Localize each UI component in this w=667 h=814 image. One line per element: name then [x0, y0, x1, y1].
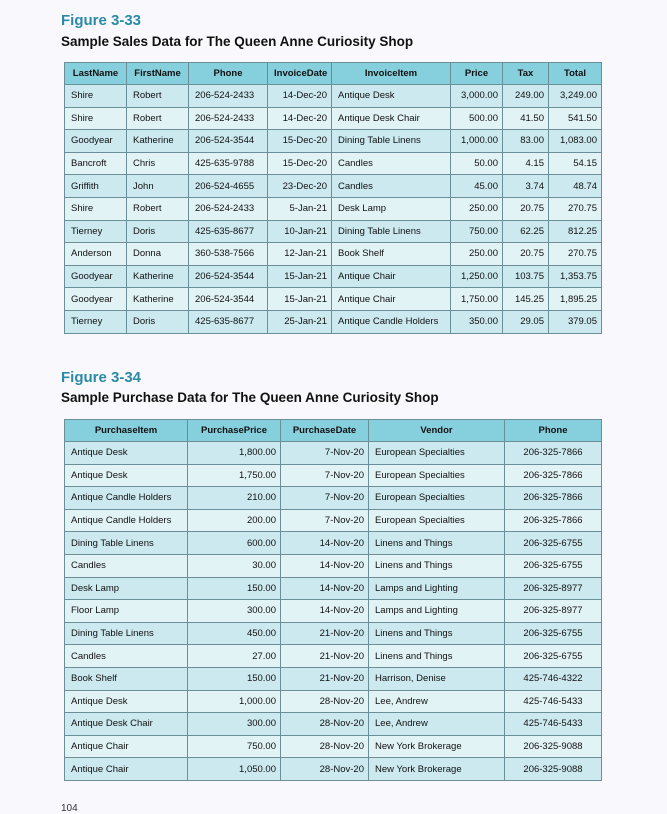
sales-table-row — [65, 243, 602, 266]
purchase-table-cell: Antique Desk — [65, 442, 188, 465]
figure-3-33-label: Figure 3-33 — [61, 12, 142, 29]
purchase-table-row — [65, 487, 602, 510]
purchase-table-cell: 206-325-6755 — [505, 645, 602, 668]
purchase-table-cell: Lamps and Lighting — [369, 577, 505, 600]
sales-table-cell: 206-524-3544 — [189, 130, 268, 153]
sales-table-cell: Antique Desk Chair — [332, 107, 451, 130]
purchase-table-cell: 7-Nov-20 — [281, 487, 369, 510]
sales-table-cell: 270.75 — [549, 197, 602, 220]
purchase-table-cell: 14-Nov-20 — [281, 600, 369, 623]
purchase-table-cell: 21-Nov-20 — [281, 667, 369, 690]
purchase-table-cell: Antique Candle Holders — [65, 509, 188, 532]
sales-table-cell: Katherine — [127, 130, 189, 153]
purchase-table-cell: Desk Lamp — [65, 577, 188, 600]
sales-table-cell: 206-524-2433 — [189, 107, 268, 130]
sales-table-cell: 250.00 — [451, 197, 503, 220]
sales-table-cell: 15-Dec-20 — [268, 130, 332, 153]
figure-3-34-label: Figure 3-34 — [61, 369, 142, 386]
sales-table-cell: 54.15 — [549, 152, 602, 175]
purchase-table-cell: Harrison, Denise — [369, 667, 505, 690]
purchase-table-cell: 14-Nov-20 — [281, 532, 369, 555]
figure-3-34-title: Sample Purchase Data for The Queen Anne Curiosity Shop — [61, 390, 439, 405]
purchase-table-cell: 425-746-5433 — [505, 713, 602, 736]
purchase-table-cell: Antique Chair — [65, 735, 188, 758]
purchase-table-cell: Linens and Things — [369, 645, 505, 668]
sales-table-cell: Shire — [65, 85, 127, 108]
purchase-table-row — [65, 532, 602, 555]
purchase-table-row — [65, 600, 602, 623]
purchase-table-cell: 206-325-8977 — [505, 600, 602, 623]
sales-table-cell: 812.25 — [549, 220, 602, 243]
purchase-table-cell: 150.00 — [188, 667, 281, 690]
purchase-table-cell: 425-746-5433 — [505, 690, 602, 713]
sales-table-row — [65, 288, 602, 311]
purchase-header-cell: Phone — [505, 420, 602, 442]
sales-table-cell: 14-Dec-20 — [268, 107, 332, 130]
sales-table-cell: 145.25 — [503, 288, 549, 311]
sales-header-cell: InvoiceItem — [332, 63, 451, 85]
sales-table-cell: Robert — [127, 197, 189, 220]
purchase-table-cell: New York Brokerage — [369, 758, 505, 781]
purchase-table-cell: 1,050.00 — [188, 758, 281, 781]
purchase-table-cell: European Specialties — [369, 442, 505, 465]
purchase-table-cell: European Specialties — [369, 487, 505, 510]
purchase-table-cell: 28-Nov-20 — [281, 713, 369, 736]
sales-table-cell: 379.05 — [549, 310, 602, 333]
sales-table-cell: 360-538-7566 — [189, 243, 268, 266]
sales-table-cell: Candles — [332, 175, 451, 198]
sales-table-row — [65, 130, 602, 153]
purchase-table-cell: 30.00 — [188, 554, 281, 577]
sales-table-cell: Antique Chair — [332, 288, 451, 311]
sales-table-cell: Doris — [127, 310, 189, 333]
purchase-table-cell: 206-325-9088 — [505, 758, 602, 781]
sales-table-cell: Dining Table Linens — [332, 220, 451, 243]
sales-table-cell: 270.75 — [549, 243, 602, 266]
sales-table-cell: 3,249.00 — [549, 85, 602, 108]
sales-table-cell: Goodyear — [65, 130, 127, 153]
sales-table-cell: 206-524-2433 — [189, 197, 268, 220]
purchase-table-cell: Dining Table Linens — [65, 532, 188, 555]
purchase-header-cell: PurchaseItem — [65, 420, 188, 442]
sales-table-cell: 249.00 — [503, 85, 549, 108]
sales-table-cell: Shire — [65, 197, 127, 220]
purchase-table-cell: 750.00 — [188, 735, 281, 758]
sales-header-cell: Tax — [503, 63, 549, 85]
purchase-table-cell: 28-Nov-20 — [281, 735, 369, 758]
purchase-table-cell: Book Shelf — [65, 667, 188, 690]
purchase-table-cell: Antique Desk Chair — [65, 713, 188, 736]
sales-header-cell: Phone — [189, 63, 268, 85]
sales-header-cell: Price — [451, 63, 503, 85]
purchase-table-cell: Lee, Andrew — [369, 690, 505, 713]
sales-table-cell: 1,000.00 — [451, 130, 503, 153]
sales-table-cell: Tierney — [65, 310, 127, 333]
sales-table-cell: 20.75 — [503, 197, 549, 220]
sales-table-row — [65, 175, 602, 198]
sales-table-cell: 1,353.75 — [549, 265, 602, 288]
sales-header-cell: LastName — [65, 63, 127, 85]
purchase-table-cell: 206-325-9088 — [505, 735, 602, 758]
sales-table-cell: 103.75 — [503, 265, 549, 288]
sales-header-cell: FirstName — [127, 63, 189, 85]
purchase-table-cell: Candles — [65, 645, 188, 668]
purchase-table-row — [65, 442, 602, 465]
purchase-table-cell: Dining Table Linens — [65, 622, 188, 645]
purchase-table-cell: Candles — [65, 554, 188, 577]
sales-table-cell: Dining Table Linens — [332, 130, 451, 153]
sales-table-cell: Antique Chair — [332, 265, 451, 288]
purchase-table-cell: Linens and Things — [369, 554, 505, 577]
sales-table-cell: 3.74 — [503, 175, 549, 198]
sales-table-cell: 1,895.25 — [549, 288, 602, 311]
sales-table-cell: 350.00 — [451, 310, 503, 333]
sales-table-cell: 20.75 — [503, 243, 549, 266]
sales-table-cell: 45.00 — [451, 175, 503, 198]
purchase-header-cell: PurchasePrice — [188, 420, 281, 442]
purchase-table-cell: Floor Lamp — [65, 600, 188, 623]
purchase-table-row — [65, 464, 602, 487]
sales-table-cell: 1,083.00 — [549, 130, 602, 153]
purchase-table-cell: 1,000.00 — [188, 690, 281, 713]
purchase-table-row — [65, 735, 602, 758]
sales-table-cell: 83.00 — [503, 130, 549, 153]
purchase-table-cell: 14-Nov-20 — [281, 577, 369, 600]
purchase-table-cell: Antique Candle Holders — [65, 487, 188, 510]
sales-table-cell: Anderson — [65, 243, 127, 266]
purchase-table-cell: 206-325-7866 — [505, 442, 602, 465]
purchase-header-cell: Vendor — [369, 420, 505, 442]
purchase-table-row — [65, 509, 602, 532]
sales-table-cell: Goodyear — [65, 288, 127, 311]
sales-table-cell: Book Shelf — [332, 243, 451, 266]
purchase-table-cell: Antique Desk — [65, 690, 188, 713]
sales-table-row — [65, 107, 602, 130]
sales-table-cell: 10-Jan-21 — [268, 220, 332, 243]
purchase-table-cell: 450.00 — [188, 622, 281, 645]
purchase-table-cell: Lee, Andrew — [369, 713, 505, 736]
sales-table-cell: Robert — [127, 85, 189, 108]
sales-table-cell: Griffith — [65, 175, 127, 198]
sales-data-table — [64, 62, 602, 334]
sales-table-cell: 23-Dec-20 — [268, 175, 332, 198]
purchase-table-cell: 150.00 — [188, 577, 281, 600]
purchase-table-cell: Antique Desk — [65, 464, 188, 487]
sales-table-cell: 206-524-2433 — [189, 85, 268, 108]
sales-table-cell: 15-Dec-20 — [268, 152, 332, 175]
purchase-table-row — [65, 554, 602, 577]
purchase-table-cell: 300.00 — [188, 600, 281, 623]
purchase-table-row — [65, 667, 602, 690]
purchase-table-cell: 206-325-8977 — [505, 577, 602, 600]
sales-table-cell: 12-Jan-21 — [268, 243, 332, 266]
purchase-table-cell: 600.00 — [188, 532, 281, 555]
sales-table-cell: 62.25 — [503, 220, 549, 243]
sales-table-row — [65, 85, 602, 108]
sales-table-cell: 750.00 — [451, 220, 503, 243]
sales-table-cell: Tierney — [65, 220, 127, 243]
purchase-table-cell: New York Brokerage — [369, 735, 505, 758]
sales-table-row — [65, 265, 602, 288]
sales-table-cell: John — [127, 175, 189, 198]
sales-table-cell: Donna — [127, 243, 189, 266]
purchase-table-cell: 206-325-6755 — [505, 532, 602, 555]
purchase-table-cell: 206-325-6755 — [505, 554, 602, 577]
sales-table-row — [65, 152, 602, 175]
sales-table-cell: Katherine — [127, 265, 189, 288]
sales-table-cell: Goodyear — [65, 265, 127, 288]
purchase-table-cell: 21-Nov-20 — [281, 622, 369, 645]
sales-table-cell: 50.00 — [451, 152, 503, 175]
sales-table-cell: Antique Candle Holders — [332, 310, 451, 333]
sales-header-row — [65, 63, 602, 85]
sales-table-row — [65, 310, 602, 333]
purchase-table-cell: 206-325-7866 — [505, 509, 602, 532]
sales-table-cell: 425-635-9788 — [189, 152, 268, 175]
purchase-table-cell: 206-325-6755 — [505, 622, 602, 645]
sales-table-cell: 3,000.00 — [451, 85, 503, 108]
sales-table-cell: 29.05 — [503, 310, 549, 333]
purchase-table-cell: 14-Nov-20 — [281, 554, 369, 577]
sales-table-cell: 541.50 — [549, 107, 602, 130]
purchase-table-cell: 300.00 — [188, 713, 281, 736]
figure-3-33-title: Sample Sales Data for The Queen Anne Curiosity Shop — [61, 34, 414, 49]
purchase-table-cell: 210.00 — [188, 487, 281, 510]
purchase-table-row — [65, 758, 602, 781]
purchase-table-cell: 7-Nov-20 — [281, 464, 369, 487]
sales-table-cell: 250.00 — [451, 243, 503, 266]
purchase-table-cell: 200.00 — [188, 509, 281, 532]
purchase-table-cell: 1,800.00 — [188, 442, 281, 465]
purchase-table-cell: 206-325-7866 — [505, 487, 602, 510]
sales-table-cell: 206-524-4655 — [189, 175, 268, 198]
purchase-table-cell: 425-746-4322 — [505, 667, 602, 690]
purchase-table-row — [65, 622, 602, 645]
sales-table-row — [65, 220, 602, 243]
sales-table-cell: 206-524-3544 — [189, 265, 268, 288]
sales-table-cell: 206-524-3544 — [189, 288, 268, 311]
sales-table-cell: 1,250.00 — [451, 265, 503, 288]
sales-table-cell: 4.15 — [503, 152, 549, 175]
sales-table-cell: Chris — [127, 152, 189, 175]
sales-table-cell: Robert — [127, 107, 189, 130]
sales-table-cell: Doris — [127, 220, 189, 243]
sales-table-cell: 15-Jan-21 — [268, 288, 332, 311]
sales-table-cell: Desk Lamp — [332, 197, 451, 220]
sales-table-cell: Shire — [65, 107, 127, 130]
purchase-table-cell: 21-Nov-20 — [281, 645, 369, 668]
sales-table-cell: Candles — [332, 152, 451, 175]
purchase-table-cell: 206-325-7866 — [505, 464, 602, 487]
purchase-data-table — [64, 419, 602, 781]
sales-table-cell: 425-635-8677 — [189, 310, 268, 333]
sales-table-cell: 500.00 — [451, 107, 503, 130]
purchase-table-cell: 1,750.00 — [188, 464, 281, 487]
purchase-table-cell: 28-Nov-20 — [281, 690, 369, 713]
purchase-table-cell: Linens and Things — [369, 532, 505, 555]
sales-table-cell: 5-Jan-21 — [268, 197, 332, 220]
purchase-table-row — [65, 713, 602, 736]
purchase-table-cell: European Specialties — [369, 509, 505, 532]
sales-table-cell: 41.50 — [503, 107, 549, 130]
sales-table-cell: 425-635-8677 — [189, 220, 268, 243]
purchase-table-cell: Lamps and Lighting — [369, 600, 505, 623]
sales-table-row — [65, 197, 602, 220]
sales-table-cell: Bancroft — [65, 152, 127, 175]
sales-table-cell: 14-Dec-20 — [268, 85, 332, 108]
page-number: 104 — [61, 803, 78, 814]
purchase-table-cell: Linens and Things — [369, 622, 505, 645]
sales-table-cell: Antique Desk — [332, 85, 451, 108]
purchase-table-row — [65, 690, 602, 713]
sales-table-cell: 15-Jan-21 — [268, 265, 332, 288]
sales-table-cell: 25-Jan-21 — [268, 310, 332, 333]
purchase-header-row — [65, 420, 602, 442]
purchase-table-cell: 7-Nov-20 — [281, 442, 369, 465]
purchase-table-cell: Antique Chair — [65, 758, 188, 781]
sales-header-cell: InvoiceDate — [268, 63, 332, 85]
purchase-table-cell: 28-Nov-20 — [281, 758, 369, 781]
sales-header-cell: Total — [549, 63, 602, 85]
purchase-table-cell: European Specialties — [369, 464, 505, 487]
sales-table-cell: 1,750.00 — [451, 288, 503, 311]
purchase-table-cell: 7-Nov-20 — [281, 509, 369, 532]
purchase-header-cell: PurchaseDate — [281, 420, 369, 442]
sales-table-cell: Katherine — [127, 288, 189, 311]
purchase-table-row — [65, 645, 602, 668]
purchase-table-row — [65, 577, 602, 600]
purchase-table-cell: 27.00 — [188, 645, 281, 668]
sales-table-cell: 48.74 — [549, 175, 602, 198]
